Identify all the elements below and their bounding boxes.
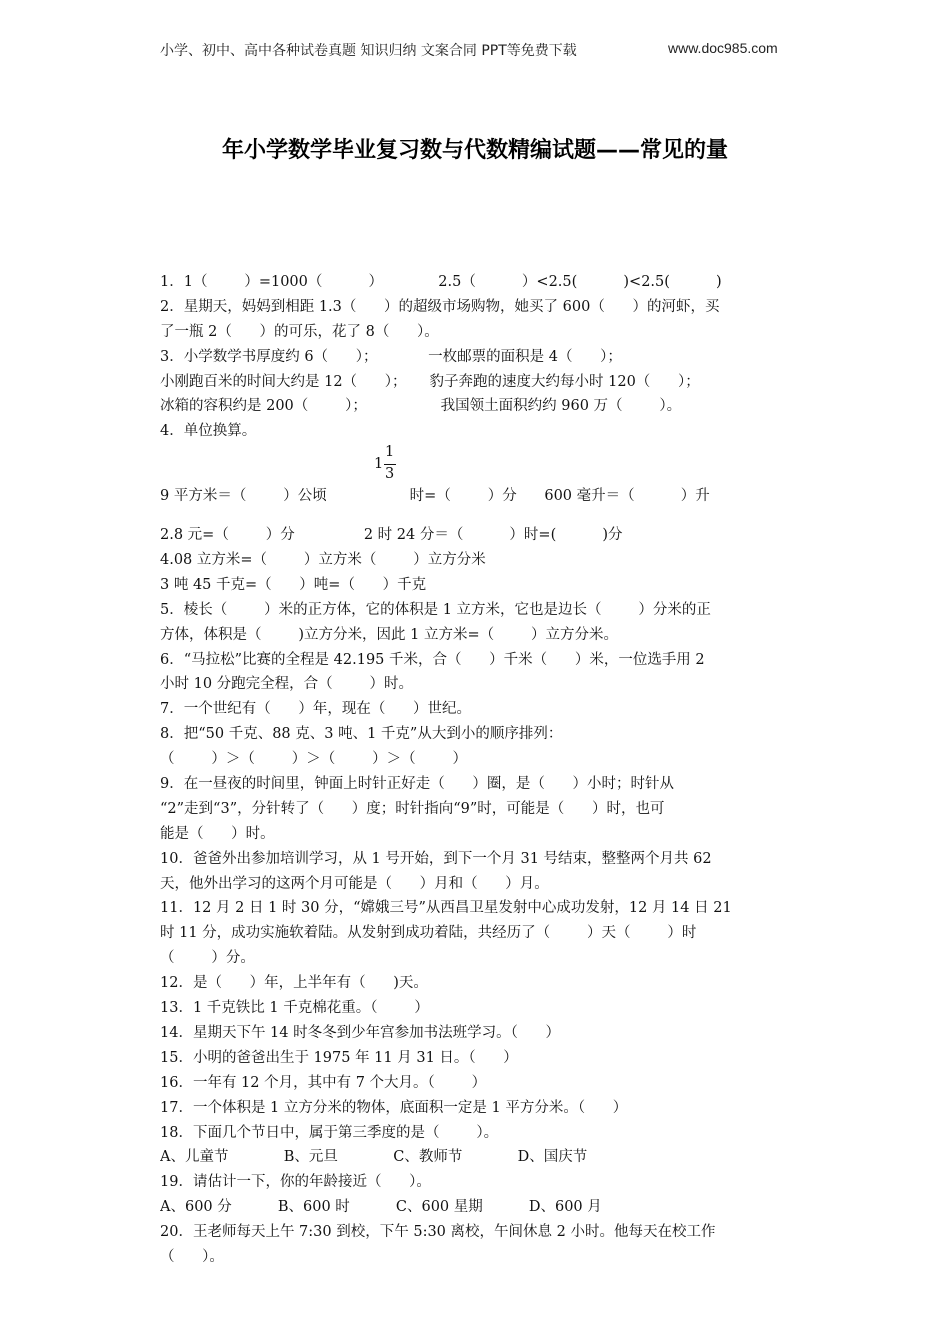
header-website-link[interactable]: www.doc985.com — [668, 40, 778, 56]
question-line: 14．星期天下午 14 时冬冬到少年宫参加书法班学习。（ ） — [160, 1024, 561, 1041]
fraction-row — [160, 444, 792, 484]
question-line: 2.8 元=（ ）分 2 时 24 分＝（ ）时=( )分 — [160, 527, 623, 544]
question-line: 10．爸爸外出参加培训学习，从 1 号开始，到下一个月 31 号结束，整整两个月共 62 — [160, 850, 712, 867]
question-line: （ ）。 — [160, 1248, 224, 1265]
spacer — [160, 509, 792, 523]
question-line: 9 平方米＝（ ）公顷 时=（ ）分 600 毫升＝（ ）升 — [160, 488, 710, 505]
question-line: 7．一个世纪有（ ）年，现在（ ）世纪。 — [160, 701, 472, 718]
question-line: 方体，体积是（ )立方分米，因此 1 立方米=（ ）立方分米。 — [160, 626, 618, 643]
question-line: 1．1（ ）=1000（ ） 2.5（ ）<2.5( )<2.5( ) — [160, 274, 722, 290]
question-line: A、儿童节 B、元旦 C、教师节 D、国庆节 — [160, 1149, 588, 1166]
question-line: A、600 分 B、600 时 C、600 星期 D、600 月 — [160, 1199, 602, 1216]
question-line: 小刚跑百米的时间大约是 12（ ）； 豹子奔跑的速度大约每小时 120（ ）； — [160, 373, 700, 390]
question-line: 8．把“50 千克、88 克、3 吨、1 千克”从大到小的顺序排列： — [160, 726, 563, 743]
question-line: 17．一个体积是 1 立方分米的物体，底面积一定是 1 平方分米。（ ） — [160, 1099, 628, 1116]
question-line: “2”走到“3”，分针转了（ ）度；时针指向“9”时，可能是（ ）时，也可 — [160, 800, 665, 817]
question-line: 时 11 分，成功实施软着陆。从发射到成功着陆，共经历了（ ）天（ ）时 — [160, 925, 697, 942]
question-line: 3 吨 45 千克=（ ）吨=（ ）千克 — [160, 576, 427, 593]
question-line: 11．12 月 2 日 1 时 30 分，“嫦娥三号”从西昌卫星发射中心成功发射，12 月 14 日 21 — [160, 900, 732, 917]
question-line: 4.08 立方米=（ ）立方米（ ）立方分米 — [160, 552, 486, 569]
fraction-numerator: 1 — [385, 444, 395, 461]
question-line: 20．王老师每天上午 7:30 到校，下午 5:30 离校，午间休息 2 小时。他每天在校工作 — [160, 1224, 716, 1241]
question-line: 小时 10 分跑完全程，合（ ）时。 — [160, 676, 414, 693]
question-line: 天，他外出学习的这两个月可能是（ ）月和（ ）月。 — [160, 875, 549, 892]
question-line: （ ）＞（ ）＞（ ）＞（ ） — [160, 751, 467, 768]
question-line: 了一瓶 2（ ）的可乐，花了 8（ ）。 — [160, 323, 439, 340]
question-line: 能是（ ）时。 — [160, 825, 275, 842]
question-line: 5．棱长（ ）米的正方体，它的体积是 1 立方米，它也是边长（ ）分米的正 — [160, 601, 711, 618]
header-promo-text: 小学、初中、高中各种试卷真题 知识归纳 文案合同 PPT等免费下载 — [160, 43, 577, 59]
question-line: 9．在一昼夜的时间里，钟面上时针正好走（ ）圈，是（ ）小时；时针从 — [160, 776, 675, 793]
question-line: 4．单位换算。 — [160, 423, 257, 440]
question-line: 15．小明的爸爸出生于 1975 年 11 月 31 日。（ ） — [160, 1049, 518, 1066]
question-line: 3．小学数学书厚度约 6（ ）； 一枚邮票的面积是 4（ ）； — [160, 348, 622, 365]
fraction-denominator: 3 — [385, 466, 395, 483]
question-list — [160, 523, 792, 1270]
page-header — [0, 40, 950, 62]
question-line: 13．1 千克铁比 1 千克棉花重。（ ） — [160, 1000, 429, 1017]
question-line: 16．一年有 12 个月，其中有 7 个大月。（ ） — [160, 1074, 487, 1091]
question-line: （ ）分。 — [160, 950, 255, 967]
question-body — [160, 270, 792, 1270]
question-line: 18．下面几个节日中，属于第三季度的是（ ）。 — [160, 1124, 499, 1141]
fraction-whole: 1 — [374, 456, 384, 473]
question-line: 19．请估计一下，你的年龄接近（ ）。 — [160, 1174, 431, 1191]
question-line: 12．是（ ）年，上半年有（ )天。 — [160, 975, 428, 992]
fraction-bar — [384, 464, 396, 465]
document-title: 年小学数学毕业复习数与代数精编试题——常见的量 — [221, 138, 728, 163]
question-line: 6．“马拉松”比赛的全程是 42.195 千米，合（ ）千米（ ）米，一位选手用 2 — [160, 651, 705, 668]
question-line: 2．星期天，妈妈到相距 1.3（ ）的超级市场购物，她买了 600（ ）的河虾，买 — [160, 298, 720, 315]
question-line: 冰箱的容积约是 200（ ）； 我国领土面积约约 960 万（ ）。 — [160, 398, 682, 415]
